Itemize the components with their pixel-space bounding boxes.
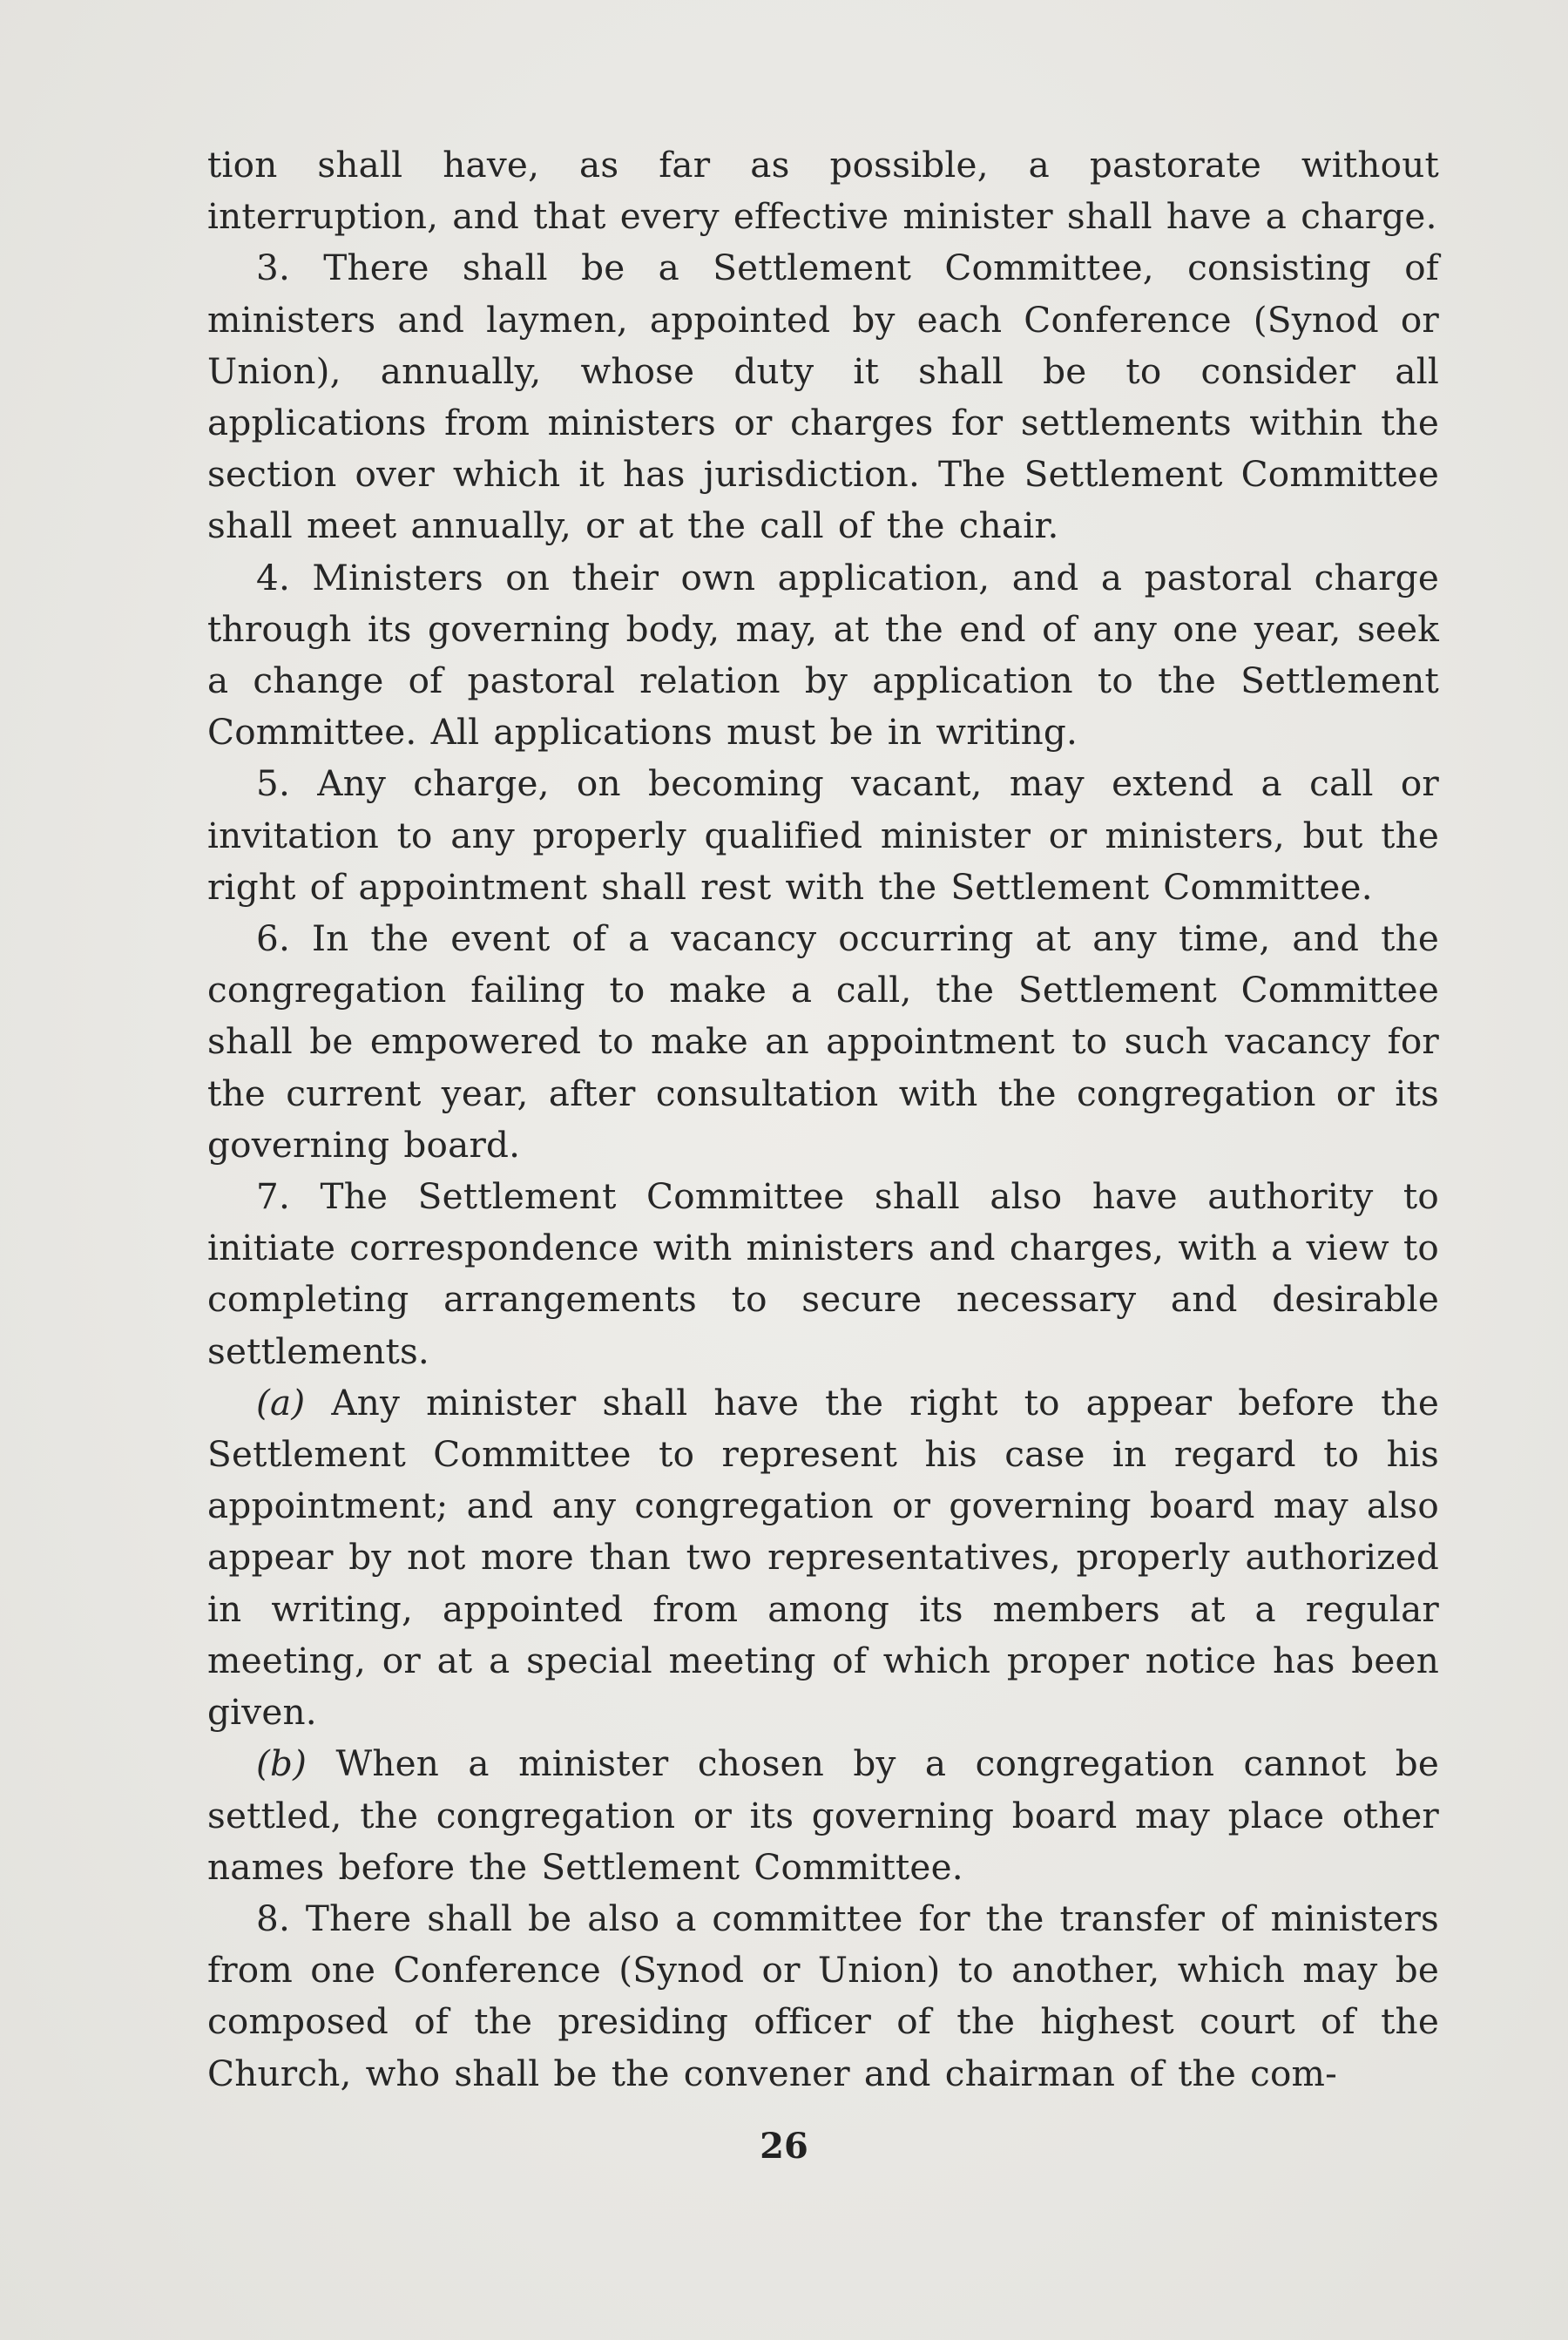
paragraph-text: When a minister chosen by a congregation cannot be settled, the congregation or its governing board may place other names before the Settlement Committee. [207, 1742, 1439, 1888]
paragraph-3-settlement-committee [207, 242, 1439, 551]
paragraph-7b-other-names [207, 1738, 1439, 1893]
paragraph-5-vacant-charge [207, 758, 1439, 913]
paragraph-7-authority [207, 1171, 1439, 1377]
paragraph-6-vacancy [207, 913, 1439, 1171]
paragraph-text: tion shall have, as far as possible, a pastorate without interruption, and that every effective minister shall have a charge. [207, 144, 1439, 238]
paragraph-continuation [207, 139, 1439, 242]
subsection-label: (a) [256, 1381, 306, 1424]
paragraph-7a-right-to-appear [207, 1377, 1439, 1738]
paragraph-text: 8. There shall be also a committee for the transfer of ministers from one Conference (Synod or Union) to another, which may be composed of the presiding officer of the highest court of the Church, who shall be the convener and chairman of the com- [207, 1897, 1439, 2094]
page-number: 26 [760, 2126, 808, 2167]
subsection-label: (b) [256, 1742, 308, 1785]
paragraph-text: 5. Any charge, on becoming vacant, may extend a call or invitation to any properly qualified minister or ministers, but the right of appointment shall rest with the Settlement Committee. [207, 762, 1439, 908]
paragraph-text: 4. Ministers on their own application, and a pastoral charge through its governing body, may, at the end of any one year, seek a change of pastoral relation by application to the Settlement Committee. All applications must be in writing. [207, 556, 1439, 754]
body-text [207, 139, 1439, 2100]
paragraph-8-transfer-committee [207, 1893, 1439, 2100]
paragraph-text: Any minister shall have the right to appear before the Settlement Committee to represent his case in regard to his appointment; and any congregation or governing board may also appear by not more than two representatives, properly authorized in writing, appointed from among its members at a regular meeting, or at a special meeting of which proper notice has been given. [207, 1381, 1439, 1734]
paragraph-text: 3. There shall be a Settlement Committee, consisting of ministers and laymen, appointed by each Conference (Synod or Union), annually, whose duty it shall be to consider all applications from ministers or charges for settlements within the section over which it has jurisdiction. The Settlement Committee shall meet annually, or at the call of the chair. [207, 247, 1439, 547]
paragraph-4-ministers-application [207, 552, 1439, 759]
paragraph-text: 7. The Settlement Committee shall also have authority to initiate correspondence with ministers and charges, with a view to completing arrangements to secure necessary and desirable settlements. [207, 1175, 1439, 1372]
paragraph-text: 6. In the event of a vacancy occurring at any time, and the congregation failing to make a call, the Settlement Committee shall be empowered to make an appointment to such vacancy for the current year, after consultation with the congregation or its governing board. [207, 917, 1439, 1166]
